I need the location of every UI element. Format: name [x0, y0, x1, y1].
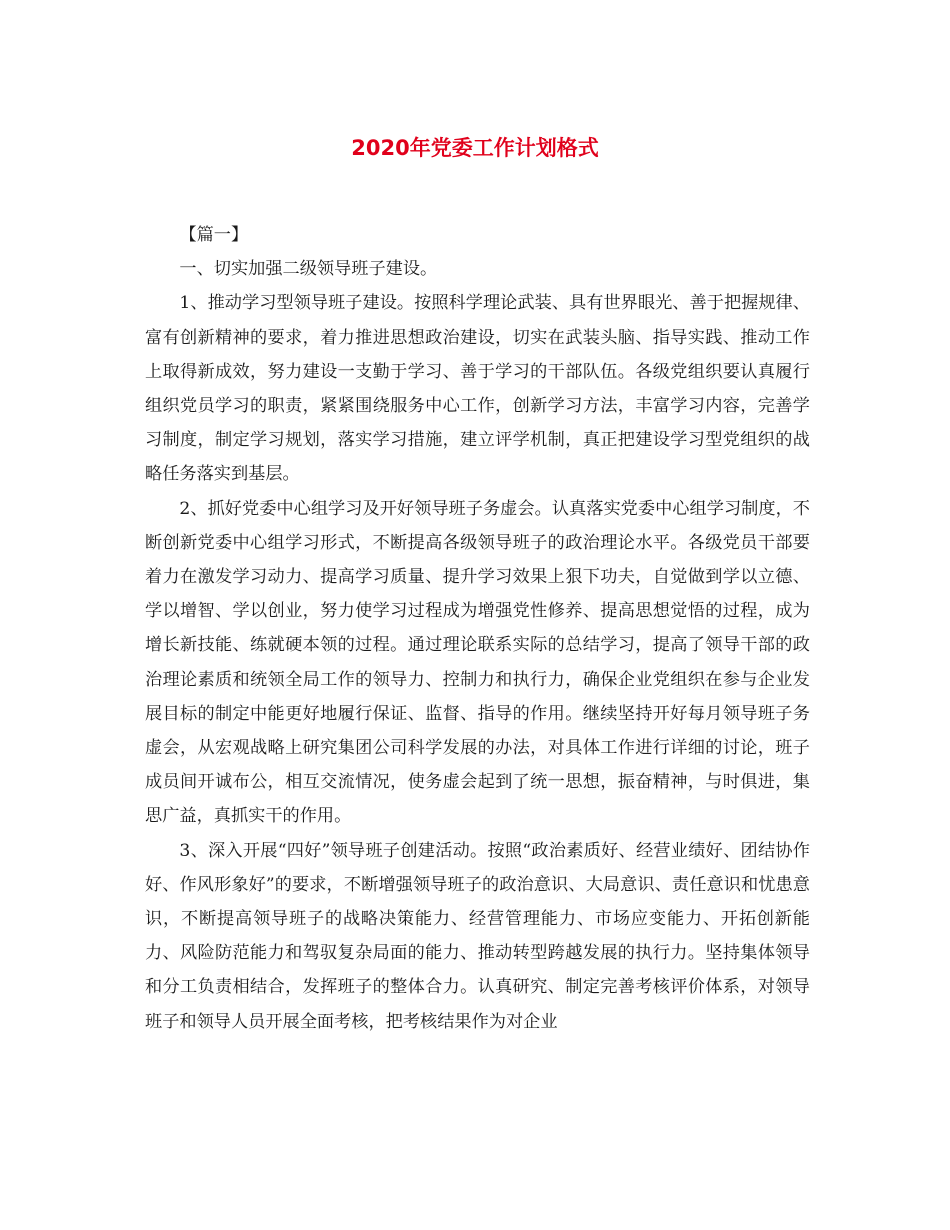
- section-heading-part-one: 【篇一】: [179, 225, 249, 245]
- document-title: 2020年党委工作计划格式: [351, 136, 599, 160]
- paragraph-item-2: 2、抓好党委中心组学习及开好领导班子务虚会。认真落实党委中心组学习制度，不断创新党委中心组学习形式，不断提高各级领导班子的政治理论水平。各级党员干部要着力在激发学习动力、提高学习质量、提升学习效果上狠下功夫，自觉做到学以立德、学以增智、学以创业，努力使学习过程成为增强党性修养、提高思想觉悟的过程，成为增长新技能、练就硬本领的过程。通过理论联系实际的总结学习，提高了领导干部的政治理论素质和统领全局工作的领导力、控制力和执行力，确保企业党组织在参与企业发展目标的制定中能更好地履行保证、监督、指导的作用。继续坚持开好每月领导班子务虚会，从宏观战略上研究集团公司科学发展的办法，对具体工作进行详细的讨论，班子成员间开诚布公，相互交流情况，使务虚会起到了统一思想，振奋精神，与时俱进，集思广益，真抓实干的作用。: [145, 498, 810, 827]
- section-heading-leadership: 一、切实加强二级领导班子建设。: [179, 259, 438, 280]
- document-body: [145, 218, 810, 1039]
- paragraph-item-1: 1、推动学习型领导班子建设。按照科学理论武装、具有世界眼光、善于把握规律、富有创新精神的要求，着力推进思想政治建设，切实在武装头脑、指导实践、推动工作上取得新成效，努力建设一支勤于学习、善于学习的干部队伍。各级党组织要认真履行组织党员学习的职责，紧紧围绕服务中心工作，创新学习方法，丰富学习内容，完善学习制度，制定学习规划，落实学习措施，建立评学机制，真正把建设学习型党组织的战略任务落实到基层。: [145, 293, 810, 485]
- paragraph-item-3: 3、深入开展“四好”领导班子创建活动。按照“政治素质好、经营业绩好、团结协作好、作风形象好”的要求，不断增强领导班子的政治意识、大局意识、责任意识和忧患意识，不断提高领导班子的战略决策能力、经营管理能力、市场应变能力、开拓创新能力、风险防范能力和驾驭复杂局面的能力、推动转型跨越发展的执行力。坚持集体领导和分工负责相结合，发挥班子的整体合力。认真研究、制定完善考核评价体系，对领导班子和领导人员开展全面考核，把考核结果作为对企业: [145, 840, 810, 1032]
